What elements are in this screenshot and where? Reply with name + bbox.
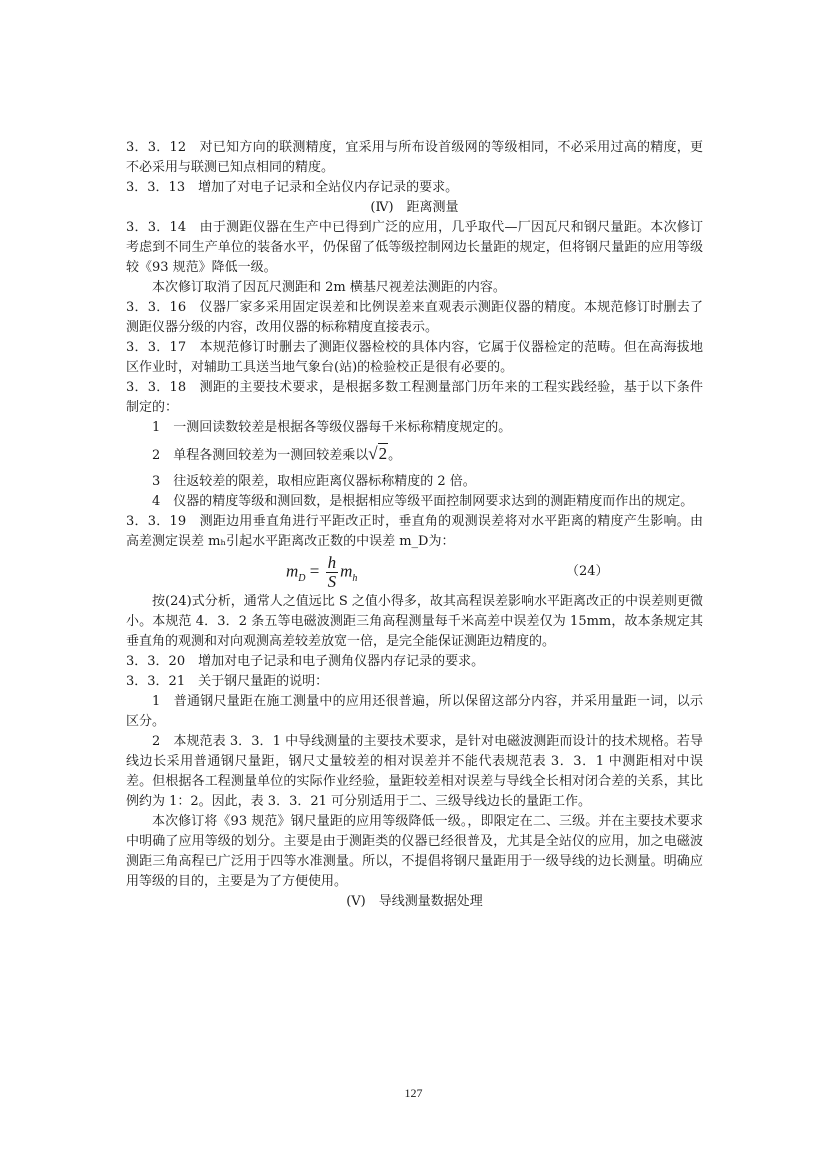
formula-rhs-sub: h bbox=[352, 572, 358, 584]
clause-3-3-14: 3．3．14 由于测距仪器在生产中已得到广泛的应用，几乎取代—厂因瓦尺和钢尺量距。本次修订考虑到不同生产单位的装备水平，仍保留了低等级控制网边长量距的规定，但将钢尺量距的应用等级较《93 规范》降低一级。 bbox=[126, 220, 703, 275]
equation-number: （24） bbox=[566, 564, 609, 579]
clause-3-3-12: 3．3．12 对已知方向的联测精度，宜采用与所布设首级网的等级相同，不必采用过高的精度，更不必采用与联测已知点相同的精度。 bbox=[126, 140, 703, 175]
clause-3-3-19: 3．3．19 测距边用垂直角进行平距改正时，垂直角的观测误差将对水平距离的精度产生影响。由高差测定误差 mₕ引起水平距离改正数的中误差 m_D为： bbox=[126, 514, 703, 549]
formula-lhs-sub: D bbox=[298, 572, 306, 584]
clause-3-3-17: 3．3．17 本规范修订时删去了测距仪器检校的具体内容，它属于仪器检定的范畴。但在高海拔地区作业时，对辅助工具送当地气象台(站)的检验校正是很有必要的。 bbox=[126, 340, 703, 375]
item-2-tail: 。 bbox=[388, 448, 402, 463]
body-text bbox=[126, 138, 703, 912]
clause-3-3-13: 3．3．13 增加了对电子记录和全站仪内存记录的要求。 bbox=[126, 180, 459, 195]
formula-fraction bbox=[326, 554, 339, 591]
clause-3-3-20: 3．3．20 增加对电子记录和电子测角仪器内存记录的要求。 bbox=[126, 654, 485, 669]
clause-3-3-18: 3．3．18 测距的主要技术要求，是根据多数工程测量部门历年来的工程实践经验，基于以下条件制定的： bbox=[126, 380, 703, 415]
sqrt-radicand: 2 bbox=[378, 444, 388, 463]
formula-equals: = bbox=[309, 561, 320, 581]
clause-3-3-19-analysis: 按(24)式分析，通常人之值远比 S 之值小得多，故其高程误差影响水平距离改正的中误差则更微小。本规范 4．3．2 条五等电磁波测距三角高程测量每千米高差中误差仅为 15mm，故本条规定其垂直角的观测和对向观测高差较差放宽一倍，是完全能保证测距边精度的。 bbox=[126, 594, 703, 649]
sqrt-symbol: √ bbox=[368, 444, 378, 463]
clause-3-3-21-item-1: 1 普通钢尺量距在施工测量中的应用还很普遍，所以保留这部分内容，并采用量距一词，以示区分。 bbox=[126, 694, 703, 729]
clause-3-3-16: 3．3．16 仪器厂家多采用固定误差和比例误差来直观表示测距仪器的精度。本规范修订时删去了测距仪器分级的内容，改用仪器的标称精度直接表示。 bbox=[126, 300, 703, 335]
clause-3-3-18-item-3: 3 往返较差的限差，取相应距离仪器标称精度的 2 倍。 bbox=[152, 474, 476, 489]
formula-numerator: h bbox=[327, 553, 337, 572]
formula-denominator: S bbox=[327, 572, 337, 591]
clause-3-3-21-item-2: 2 本规范表 3．3．1 中导线测量的主要技术要求，是针对电磁波测距而设计的技术规格。若导线边长采用普通钢尺量距，钢尺丈量较差的相对误差并不能代表规范表 3．3．1 中测距相对中误差。但根据各工程测量单位的实际作业经验，量距较差相对误差与导线全长相对闭合差的关系，其比例约为 1：2。因此，表 3．3．21 可分别适用于二、三级导线边长的量距工作。 bbox=[126, 734, 703, 809]
formula-expression bbox=[286, 554, 357, 591]
formula-lhs: m bbox=[286, 561, 299, 581]
section-heading-distance: (Ⅳ) 距离测量 bbox=[370, 200, 459, 215]
clause-3-3-21: 3．3．21 关于钢尺量距的说明： bbox=[126, 674, 329, 689]
page-number: 127 bbox=[404, 1086, 423, 1100]
clause-3-3-21-note: 本次修订将《93 规范》钢尺量距的应用等级降低一级。，即限定在二、三级。并在主要技术要求中明确了应用等级的划分。主要是由于测距类的仪器已经很普及，尤其是全站仪的应用，加之电磁波测距三角高程已广泛用于四等水准测量。所以，不提倡将钢尺量距用于一级导线的边长测量。明确应用等级的目的，主要是为了方便使用。 bbox=[126, 814, 703, 889]
clause-3-3-18-item-2 bbox=[126, 444, 703, 466]
clause-3-3-18-item-1: 1 一测回读数较差是根据各等级仪器每千米标称精度规定的。 bbox=[152, 420, 512, 435]
item-2-text: 2 单程各测回较差为一测回较差乘以 bbox=[152, 448, 369, 463]
equation-24 bbox=[126, 552, 703, 592]
clause-3-3-18-item-4: 4 仪器的精度等级和测回数，是根据相应等级平面控制网要求达到的测距精度而作出的规定。 bbox=[152, 494, 694, 509]
formula-rhs: m bbox=[340, 561, 353, 581]
clause-3-3-14-note: 本次修订取消了因瓦尺测距和 2m 横基尺视差法测距的内容。 bbox=[152, 280, 506, 295]
section-heading-traverse: (Ⅴ) 导线测量数据处理 bbox=[346, 894, 483, 909]
sqrt-expression bbox=[368, 443, 388, 463]
